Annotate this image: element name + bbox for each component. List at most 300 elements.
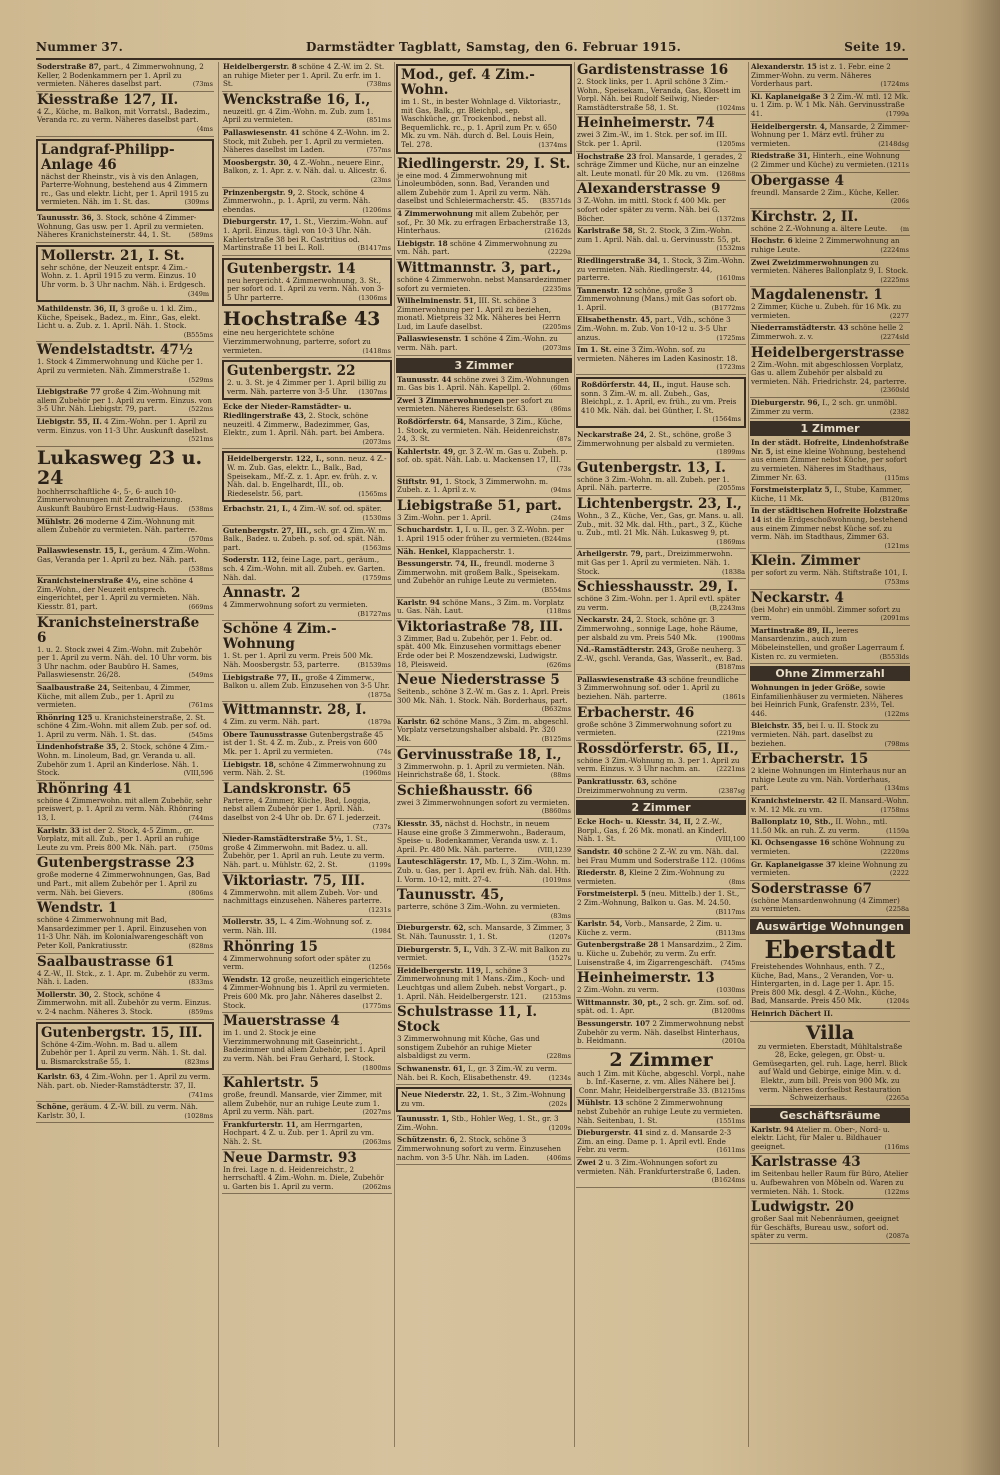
ad-text: 3 große u. 1 kl. Zim., Küche, Speisek., Badez., m. Einr., Gas, elekt. Licht u. a. Zub. z. 1. April. Näh. 1. Stock. bbox=[37, 304, 201, 331]
classified-ad bbox=[222, 873, 392, 918]
ad-text: 4 Zim.-Wohn. per 1. April zu verm. Näh. part. ob. Nieder-Ramstädterstr. 37, II. bbox=[37, 1072, 211, 1090]
ad-title: Lindenhofstraße 35, bbox=[37, 742, 119, 752]
ad-title: Eberstadt bbox=[764, 935, 896, 964]
ad-text: schöne Wohnung zu vermieten. bbox=[751, 838, 905, 856]
ad-title: Wendstr. 1 bbox=[37, 900, 118, 917]
ad-code: (2224ms bbox=[880, 245, 909, 254]
ad-code: (1775ms bbox=[362, 1001, 391, 1010]
ad-title: Dieburgerstr. 96, bbox=[751, 398, 820, 408]
classified-ad bbox=[750, 936, 910, 1009]
ad-code: (798ms bbox=[884, 739, 909, 748]
ad-code: (B113ms bbox=[715, 928, 745, 937]
ad-code: (4ms bbox=[196, 124, 213, 133]
ad-title: Ballonplatz 10, Stb., bbox=[751, 817, 834, 827]
ad-text: 2. Stock links, per 1. April schöne 3 Zim.-Wohn., Speisekam., Veranda, Gas, Klosett im Vorpl. Näh. bei Rudolf Seilwig, Nieder-Ramstädterstraße 58, 1. St. bbox=[577, 77, 741, 112]
ad-code: (1725ms bbox=[716, 333, 745, 342]
classified-ad bbox=[36, 683, 214, 713]
ad-title: Rhönring 41 bbox=[37, 780, 132, 797]
ad-title: Kl. Ochsengasse 16 bbox=[751, 838, 830, 848]
classified-ad bbox=[396, 598, 572, 619]
classified-ad bbox=[36, 213, 214, 243]
ad-code: (B187ms bbox=[715, 663, 745, 672]
ad-title: Taunusstr. 45, bbox=[397, 887, 505, 904]
classified-ad bbox=[396, 498, 572, 526]
ad-text: schöne 4 Zimmerwohn. nebst Mansardezimmer sofort zu vermieten. bbox=[397, 274, 571, 293]
ad-text: ingut. Hause sch. sonn. 3 Zim.-W. m. all. Zubeh., Gas, Bleichpl., z. 1. April, ev. früh., zu vm. Preis 410 Mk. Näh. dal. bei Günther, I. St. bbox=[581, 380, 737, 415]
ad-code: (B125ms bbox=[541, 735, 571, 744]
classified-ad bbox=[396, 672, 572, 717]
ad-code: (24ms bbox=[550, 513, 571, 522]
ad-code: (1879a bbox=[368, 718, 391, 727]
ad-code: (750ms bbox=[188, 843, 213, 852]
ad-text: Kleine 2 Zim.-Wohnung zu vermieten. bbox=[577, 868, 725, 886]
ad-text: II. Mansard.-Wohn. v. M. 12 Mk. zu vm. bbox=[751, 796, 909, 814]
ad-text: schöne helle 2 Zimmerwoh. z. v. bbox=[751, 323, 904, 342]
ad-title: Rhönring 15 bbox=[223, 938, 318, 955]
classified-ad bbox=[396, 547, 572, 560]
ad-text: eine neu hergerichtete schöne Vierzimmerwohnung, parterre, sofort zu vermieten. bbox=[223, 328, 371, 355]
ad-title: Viktoriastr. 75, III. bbox=[223, 872, 365, 889]
ad-text: schöne Mans., 3 Zim. m. abgeschl. Vorplatz versetzungshalber alsbald. Pr. 320 Mk. bbox=[397, 716, 569, 744]
classified-ad bbox=[36, 342, 214, 387]
ad-text: schöne freundliche 3 Zimmerwohnung sof. oder 1. April zu beziehen. Näh. parterre. bbox=[577, 674, 739, 702]
ad-title: Heinrich Dächert II. bbox=[751, 1008, 833, 1018]
ad-text: (bei Mohr) ein unmöbl. Zimmer sofort zu verm. bbox=[751, 604, 901, 623]
ad-text: 3. Stock, schöne 4 Zimmer-Wohnung, Gas usw. per 1. April zu vermieten. Näheres Kranichsteinerstr. 44, 1. St. bbox=[37, 212, 204, 240]
ad-title: Forstmeisterpl. 5 bbox=[577, 889, 647, 899]
classified-ad bbox=[750, 796, 910, 817]
ad-title: Karlstr. 94 bbox=[397, 597, 440, 607]
classified-ad bbox=[576, 152, 746, 182]
classified-ad bbox=[36, 954, 214, 990]
ad-title: Heinheimerstr. 13 bbox=[577, 970, 715, 987]
ad-title: Wittmannstr. 30, pt., bbox=[577, 997, 661, 1007]
ad-text: schöne 3 Zim.-Wohnung m. 3. per 1. April zu verm. Einzus. v. 3 Uhr nachm. an. bbox=[577, 755, 740, 774]
ad-title: Liebigstraße 77 bbox=[37, 387, 101, 397]
ad-text: zwei 3 Zimmerwohnungen sofort zu vermieten. bbox=[397, 797, 570, 807]
ad-title: Liebigstraße 51, part. bbox=[397, 497, 562, 514]
ad-title: Kiesstr. 35, bbox=[397, 819, 443, 829]
classified-ad bbox=[396, 375, 572, 396]
ad-code: (121ms bbox=[884, 541, 909, 550]
ad-code: (2205ms bbox=[542, 322, 571, 331]
ad-text: gr. 3 Z.-W. m. Gas u. Zubeh. p. sof. ob. spät. Näh. Lab. u. Mackensen 17, III. bbox=[397, 446, 568, 465]
ad-code: (1564ms bbox=[712, 415, 741, 424]
ad-code: (1024ms bbox=[716, 103, 745, 112]
ad-text: parterre, schöne 3 Zim.-Wohn. zu vermieten. bbox=[397, 902, 561, 912]
ad-text: schöne 2 Zimmerwohnung nebst Zubehör an ruhige Leute zu vermieten. Näh. Seitenbau, 1. St. bbox=[577, 1098, 743, 1125]
ad-code: (745ms bbox=[720, 958, 745, 967]
classified-ad bbox=[576, 1158, 746, 1188]
ad-title: Wohnungen in jeder Größe, bbox=[751, 683, 863, 693]
ad-code: (1875a bbox=[368, 690, 391, 699]
ad-code: (2087a bbox=[886, 1232, 909, 1241]
ad-text: 4 Zimmerwohnung sofort oder später zu verm. bbox=[223, 953, 371, 972]
ad-code: (2229a bbox=[548, 248, 571, 257]
column-divider bbox=[394, 62, 395, 1447]
ad-code: (1207s bbox=[548, 932, 571, 941]
ad-title: Riederstr. 8, bbox=[577, 868, 627, 878]
ad-code: (1159a bbox=[886, 826, 909, 835]
ad-text: 3 Zimmer, Bad u. Zubehör, per 1. Febr. od. spät. 400 Mk. Einzusehen vormittags ebener Erde oder bei P. Moszendzewski, Ludwigstr. 18, Pleisweid. bbox=[397, 633, 561, 669]
ad-title: Schulstrasse 11, I. Stock bbox=[397, 1004, 538, 1036]
ad-code: (116ms bbox=[884, 1142, 909, 1151]
ad-code: (2148dsg bbox=[878, 139, 909, 148]
classified-ad bbox=[750, 838, 910, 859]
classified-ad bbox=[750, 485, 910, 506]
ad-title: Neue Niederstrasse 5 bbox=[397, 672, 560, 689]
ad-text: Große neuherg. 3 Z.-W., gschl. Veranda, Gas, Wasserlt., ev. Bad. bbox=[577, 645, 743, 663]
classified-ad bbox=[750, 173, 910, 209]
ad-title: Taunusstr. 1, bbox=[397, 1114, 450, 1124]
ad-text: Hinterh., eine Wohnung (2 Zimmer und Küche) zu vermieten. bbox=[751, 151, 900, 169]
ad-code: (B553lds bbox=[879, 652, 909, 661]
ad-code: (B,2243ms bbox=[709, 603, 745, 612]
column-divider bbox=[218, 62, 219, 1447]
ad-code: (122ms bbox=[884, 1187, 909, 1196]
ad-code: (669ms bbox=[188, 602, 213, 611]
ad-text: im 1. und 2. Stock je eine Vierzimmerwohnung mit Gaseinricht., Badezimmer und allem Zubehör, per 1. April zu verm. Näh. bei Frau Gerhard, I. Stock. bbox=[223, 1028, 386, 1063]
ad-title: Heinheimerstr. 74 bbox=[577, 115, 715, 132]
ad-text: I. u. II., ger. 3 Z.-Wohn. per 1. April 1915 oder früher zu vermieten. bbox=[397, 525, 564, 543]
classified-ad bbox=[576, 579, 746, 615]
ad-title: Magdalenenstr. 1 bbox=[751, 287, 883, 304]
ad-code: (2387sg bbox=[718, 786, 745, 795]
ad-code: (2062ms bbox=[362, 1182, 391, 1191]
ad-code: (B1539ms bbox=[357, 660, 391, 669]
ad-title: Heidelbergerstrasse bbox=[751, 344, 905, 361]
ad-title: Riedstraße 31, bbox=[751, 151, 811, 161]
classified-ad bbox=[576, 868, 746, 889]
ad-text: ist der 2. Stock, 4-5 Zimm., gr. Vorplatz, mit all. Zub., per 1. April an ruhige Leute zu vm. Preis 800 Mk. Näh. part. bbox=[37, 825, 200, 852]
classified-ad bbox=[576, 256, 746, 286]
ad-code: (122ms bbox=[884, 709, 909, 718]
ad-text: 1. Stock 4 Zimmerwohnung und Küche per 1. April zu vermieten. Näh. Zimmerstraße 1. bbox=[37, 357, 203, 376]
ad-text: hochherrschaftliche 4-, 5-, 6- auch 10-Zimmerwohnungen mit Zentralheizung. Auskunft Baubüro Ernst-Ludwig-Haus. bbox=[37, 486, 183, 513]
ad-title: Schuchardstr. 1, bbox=[397, 525, 464, 535]
classified-ad bbox=[222, 1013, 392, 1075]
ad-title: Erbacherstr. 46 bbox=[577, 704, 695, 721]
ad-code: (1799a bbox=[886, 109, 909, 118]
classified-ad bbox=[576, 286, 746, 316]
classified-ad bbox=[396, 417, 572, 447]
ad-code: (1565ms bbox=[358, 489, 387, 498]
ad-title: Neckarstr. 24, bbox=[577, 615, 634, 625]
ad-text: freundl. moderne 3 Zimmerwohn. mit großem Balk., Speisekam. und Zubehör an ruhige Leute zu vermieten. bbox=[397, 559, 560, 586]
ad-text: per sofort zu vermieten. Näheres Riedeselstr. 63. bbox=[397, 395, 553, 414]
ad-code: (833ms bbox=[188, 978, 213, 987]
ad-code: (741ms bbox=[188, 1090, 213, 1099]
ad-code: (B117ms bbox=[715, 907, 745, 916]
ad-title: Gr. Kaplaneigasse 37 bbox=[751, 859, 836, 869]
classified-ad bbox=[396, 717, 572, 747]
ad-title: Viktoriastraße 78, III. bbox=[397, 618, 564, 635]
ad-title: Gutenbergstr. 15, III. bbox=[41, 1024, 203, 1041]
classified-ad bbox=[396, 334, 572, 355]
classified-ad bbox=[750, 683, 910, 721]
ad-title: Gutenbergstr. 13, I. bbox=[577, 459, 726, 476]
ad-code: (1899ms bbox=[716, 448, 745, 457]
ad-code: (1527s bbox=[548, 954, 571, 963]
ad-text: schöne 4 Zim.-Wohn. zu verm. Näh. part. bbox=[397, 334, 558, 353]
ad-text: am Herrngarten, Hochpart. 4 Z. u. Zub. per 1. April zu vm. Näh. 2. St. bbox=[223, 1119, 375, 1147]
ad-text: 4 Zim. zu verm. Näh. part. bbox=[223, 717, 320, 727]
ad-code: (2073ms bbox=[362, 437, 391, 446]
ad-text: 2. u. 3. St. je 4 Zimmer per 1. April billig zu verm. Näh. parterre von 3-5 Uhr. bbox=[227, 378, 387, 396]
ad-text: 2. Stock, schöne 4 Zim.-Wohn. m. Linoleum, Bad, gr. Veranda u. all. Zubehör zum 1. April an Kinderlose. Näh. 1. Stock. bbox=[37, 742, 209, 778]
ad-text: 2 Zimmerwohnung nebst Zubehör zu verm. Näh. daselbst Hinterhaus, b. Heidmann. bbox=[577, 1018, 744, 1046]
ad-title: Alexanderstr. 15 bbox=[751, 62, 817, 71]
column-3 bbox=[396, 62, 572, 1447]
ad-title: Gervinusstraße 18, I., bbox=[397, 746, 562, 763]
classified-ad bbox=[222, 1075, 392, 1120]
ad-text: nächst d. Hochstr., in neuem Hause eine große 3 Zimmerwohn., Baderaum, Speise- u. Bodenkammer, Veranda usw. z. 1. April. Pr. 480 Mk. Näh. parterre. bbox=[397, 819, 566, 854]
ad-text: schöne 4 Zimmerwohn. mit allem Zubehör, sehr preiswert, p. 1. April zu verm. Näh. Rhönring 13, I. bbox=[37, 795, 212, 823]
classified-ad bbox=[576, 675, 746, 705]
ad-code: (1610ms bbox=[716, 274, 745, 283]
ad-title: Wendelstadtstr. 47½ bbox=[37, 342, 193, 359]
classified-ad bbox=[576, 430, 746, 460]
classified-ad bbox=[750, 1125, 910, 1155]
classified-ad bbox=[576, 1019, 746, 1049]
classified-ad bbox=[750, 209, 910, 237]
ad-title: Schöne 4 Zim.-Wohnung bbox=[223, 621, 337, 653]
classified-ad bbox=[576, 460, 746, 496]
ad-text: schöne 4 Zimmerwohnung mit Bad, Mansardezimmer per 1. April. Einzusehen von 11-3 Uhr. Näh. im Kolonialwarengeschäft von Peter Koll, Pankratiusstr. bbox=[37, 915, 207, 950]
classified-ad bbox=[36, 855, 214, 900]
classified-ad bbox=[396, 887, 572, 923]
ad-title: Gutenbergstr. 22 bbox=[227, 363, 356, 380]
ad-code: (549ms bbox=[188, 671, 213, 680]
ad-title: Wilhelminenstr. 51, bbox=[397, 296, 477, 306]
ad-code: (B860ms bbox=[541, 807, 571, 816]
page-number: Seite 19. bbox=[844, 40, 906, 54]
ad-title: Obergasse 4 bbox=[751, 172, 844, 189]
ad-title: Wittmannstr. 28, I. bbox=[223, 702, 367, 719]
classified-ad bbox=[36, 62, 214, 92]
classified-ad bbox=[750, 287, 910, 323]
classified-ad bbox=[222, 834, 392, 872]
ad-title: Prinzenbergstr. 9, bbox=[223, 187, 296, 197]
classified-ad bbox=[750, 590, 910, 626]
classified-ad bbox=[36, 245, 214, 302]
ad-code: (753ms bbox=[884, 577, 909, 586]
classified-ad bbox=[576, 705, 746, 741]
ad-code: (115ms bbox=[884, 473, 909, 482]
ad-text: großer Saal mit Nebenräumen, geeignet für Geschäfts, Bureau usw., sofort od. später zu verm. bbox=[751, 1214, 899, 1241]
classified-ad bbox=[576, 741, 746, 777]
ad-code: (859ms bbox=[188, 1007, 213, 1016]
ad-text: ist eine kleine Wohnung, bestehend aus einem Zimmer nebst Küche, per sofort zu vermieten. Näheres im Stadthaus, Zimmer Nr. 63. bbox=[751, 446, 907, 482]
classified-ad bbox=[576, 998, 746, 1019]
classified-ad bbox=[576, 62, 746, 115]
classified-ad bbox=[222, 128, 392, 158]
ad-title: Zwei Zweizimmerwohnungen bbox=[751, 257, 869, 267]
classified-ad bbox=[222, 585, 392, 621]
ad-title: Ecke Hoch- u. Kiesstr. 34, II, bbox=[577, 817, 694, 827]
section-header: 1 Zimmer bbox=[750, 421, 910, 436]
classified-ad bbox=[750, 236, 910, 257]
classified-ad bbox=[222, 730, 392, 760]
ad-title: Heidelbergerstr. 8 bbox=[223, 62, 297, 71]
ad-text: (neu. Mittelb.) der 1. St., 2 Zim.-Wohnung, Balkon u. Gas. M. 24.50. bbox=[577, 889, 740, 907]
ad-text: 2. Stock, schöne 4 Zimmerwohn. mit all. Zubehör zu verm. Einzus. v. 2-4 nachm. Näheres 3. Stock. bbox=[37, 989, 212, 1016]
ad-title: In der städtischen Hofreite Holzstraße 14 bbox=[751, 506, 908, 524]
ad-text: schöne 4 Zimmerwohnung zu vm. Näh. part. bbox=[397, 238, 558, 257]
ad-title: Saalbaustrasse 61 bbox=[37, 953, 175, 970]
ad-text: schöne, große 3 Zimmerwohnung (Mans.) mit Gas sofort ob. 1. April. bbox=[577, 285, 737, 312]
ad-text: zu vermieten. Eberstadt, Mühltalstraße 28, Ecke, gelegen, gr. Obst- u. Gemüsegarten, gel. ruh. Lage, herrl. Blick auf Wald und Gebirge, einige Min. v. d. Elektr., zum bill. Preis von 900 Mk. zu verm. Näheres dorfselbst Restauration Schweizerhaus. bbox=[752, 1041, 908, 1103]
ad-text: schöne 2 Z.-Wohnung a. ältere Leute. bbox=[751, 223, 888, 233]
ad-code: (B1200ms bbox=[711, 1007, 745, 1016]
ad-code: (1723ms bbox=[716, 363, 745, 372]
ad-code: (1307ms bbox=[358, 387, 387, 396]
ad-text: I., schöne 3 Zimmerwohnung mit 1 Mans.-Zim., Koch- und Leuchtgas und allem Zubeh. nebst Vorgart., p. 1. April. Näh. Heidelbergerstr. 121. bbox=[397, 965, 567, 1001]
ad-title: Kahlertstr. 5 bbox=[223, 1075, 319, 1092]
ad-code: (B555ms bbox=[183, 330, 213, 339]
classified-ad bbox=[222, 258, 392, 307]
ad-text: 4 Zim.-W. sof. od. später. bbox=[292, 504, 382, 514]
ad-title: Kirchstr. 2, II. bbox=[751, 208, 859, 225]
classified-ad bbox=[396, 477, 572, 498]
ad-code: (228ms bbox=[546, 1052, 571, 1061]
ad-text: 2 Zimmer, Küche u. Zubeh. für 16 Mk. zu vermieten. bbox=[751, 302, 902, 320]
ad-code: (94ms bbox=[550, 486, 571, 495]
ad-text: 1 Mansardzim., 2 Zim. u. Küche u. Zubehör, zu verm. Zu erfr. Luisenstraße 4, im Zigarrengeschäft. bbox=[577, 940, 743, 967]
classified-ad bbox=[750, 258, 910, 288]
classified-ad bbox=[576, 817, 746, 847]
classified-ad bbox=[36, 387, 214, 417]
ad-title: Lauteschlägerstr. 17, bbox=[397, 857, 483, 867]
ad-text: Seitenbau, 4 Zimmer, Küche, mit allem Zub., per 1. April zu vermieten. bbox=[37, 682, 191, 710]
ad-text: part., Vdh., schöne 3 Zim.-Wohn. m. Zub. Von 10-12 u. 3-5 Uhr anzus. bbox=[577, 315, 731, 342]
ad-text: Atelier m. Ober-, Nord- u. elektr. Licht, für Maler u. Bildhauer geeignet. bbox=[751, 1124, 890, 1151]
classified-ad bbox=[750, 1199, 910, 1244]
ad-title: Ludwigstr. 20 bbox=[751, 1199, 854, 1216]
ad-title: Sandstr. 40 bbox=[577, 847, 623, 856]
ad-code: (1758ms bbox=[880, 805, 909, 814]
ad-text: sch. Mansarde, 3 Zimmer, 3 St. Näh. Taunusstr. 1, 1. St. bbox=[397, 923, 571, 941]
ad-title: Stiftstr. 91, bbox=[397, 476, 443, 486]
classified-ad bbox=[576, 496, 746, 549]
ad-text: 1. St., Vierzim.-Wohn. auf 1. April. Einzus. tägl. von 10-3 Uhr. Näh. Kahlertstraße 38 bei R. Castritius od. Martinstraße 11 bei L. Roll. bbox=[223, 217, 387, 253]
classified-ad bbox=[36, 92, 214, 137]
ad-title: Riedlingerstraße 34, bbox=[577, 255, 661, 265]
classified-ad bbox=[36, 713, 214, 743]
section-header: Ohne Zimmerzahl bbox=[750, 666, 910, 681]
ad-code: (2360sld bbox=[880, 386, 909, 395]
ad-code: (1306ms bbox=[358, 293, 387, 302]
classified-ad bbox=[36, 742, 214, 780]
section-header: Geschäftsräume bbox=[750, 1108, 910, 1123]
classified-ad bbox=[750, 398, 910, 419]
ad-text: schöne Mans., 3 Zim. m. Vorplatz u. Gas. Näh. Laut. bbox=[397, 597, 564, 616]
ad-text: III. St. schöne 3 Zimmerwohnung per 1. April zu beziehen, monatl. Mietpreis 32 Mk. Näheres bei Herrn Lud, im Laufe daselbst. bbox=[397, 296, 561, 331]
ad-title: Heidelbergerstr. 4, bbox=[751, 121, 828, 131]
ad-title: Nd.-Ramstädterstr. 243, bbox=[577, 645, 675, 655]
classified-ad bbox=[396, 156, 572, 209]
ad-text: part., Dreizimmerwohn. mit Gas per 1. April zu vermieten. Näh. 1. Stock. bbox=[577, 549, 733, 576]
ad-code: (1030ms bbox=[716, 986, 745, 995]
ad-text: leeres Mansardenzim., auch zum Möbeleinstellen, und großer Lagerraum f. Kisten rc. zu vermieten. bbox=[751, 625, 905, 661]
classified-ad bbox=[222, 975, 392, 1013]
ad-title: Kranichsteinerstr. 42 bbox=[751, 796, 838, 806]
ad-code: (B3571ds bbox=[539, 197, 571, 206]
ad-code: (2277 bbox=[889, 311, 909, 320]
classified-ad bbox=[396, 209, 572, 239]
ad-text: sind z. d. Mansarde 2-3 Zim. an eing. Dame p. 1. April evtl. Ende Febr. zu verm. bbox=[577, 1128, 732, 1155]
ad-title: Erbachstr. 21, I., bbox=[223, 504, 291, 514]
ad-text: große 4 Zimmerw., Balkon u. allem Zub. Einzusehen von 3-5 Uhr. bbox=[223, 672, 390, 691]
ad-code: (1563ms bbox=[362, 543, 391, 552]
ad-code: (522ms bbox=[188, 405, 213, 414]
ad-code: (B632ms bbox=[541, 705, 571, 714]
ad-code: (1209s bbox=[548, 1123, 571, 1132]
classified-ad bbox=[396, 923, 572, 944]
ad-code: (744ms bbox=[188, 814, 213, 823]
ad-code: (2222 bbox=[889, 869, 909, 878]
ad-text: 1. Stock, 3 Zimmerwohn. m. Zubeh. z. 1. April z. v. bbox=[397, 476, 549, 495]
classified-ad bbox=[576, 115, 746, 151]
ad-text: Wohn., 3 Z., Küche, Ver., Gas, gr. Mans. u. all. Zub., mit. 32 Mk. dal. Hth., part., 3 Z., Küche u. Zub., mtl. 21 Mk. Näh. Lukasweg 9, pt. bbox=[577, 510, 744, 538]
ad-code: (545ms bbox=[188, 730, 213, 739]
ad-title: Lukasweg 23 u. 24 bbox=[37, 446, 203, 489]
classified-ad bbox=[222, 92, 392, 128]
classified-ad bbox=[576, 345, 746, 375]
ad-code: (738ms bbox=[366, 80, 391, 89]
ad-title: Moosbergstr. 30, bbox=[223, 157, 292, 167]
ad-code: (2063ms bbox=[362, 1138, 391, 1147]
ad-code: (2221ms bbox=[716, 765, 745, 774]
ad-code: (2153ms bbox=[542, 992, 571, 1001]
ad-text: 4 Zimmerwohn. mit allem Zubeh. Vor- und nachmittags einzusehen. Näheres parterre. bbox=[223, 887, 382, 906]
ad-title: Wendstr. 12 bbox=[223, 974, 271, 984]
ad-title: Pallaswiesenstraße 43 bbox=[577, 674, 667, 684]
ad-title: Pankratiusstr. 63, bbox=[577, 777, 649, 787]
ad-text: 2. Stock, schöne 4 Zimmerwohn., p. 1. April, zu verm. Näh. ebendas. bbox=[223, 187, 371, 214]
ad-title: Mod., gef. 4 Zim.-Wohn. bbox=[401, 67, 535, 98]
ad-text: 4 Zim.-Wohn. per 1. April zu verm. Einzus. von 11-3 Uhr. Auskunft daselbst. bbox=[37, 417, 209, 435]
ad-title: Taunusstr. 36, bbox=[37, 212, 95, 222]
ad-code: (2073ms bbox=[542, 344, 571, 353]
ad-text: 1. Stock, 3 Zim.-Wohn. zu vermieten. Näh. Riedlingerstr. 44, parterre. bbox=[577, 255, 745, 283]
ad-code: (1231s bbox=[368, 905, 391, 914]
ad-code: (2162ds bbox=[544, 227, 571, 236]
ad-text: 1. St. per 1. April zu verm. Preis 500 Mk. Näh. Moosbergstr. 53, parterre. bbox=[223, 651, 373, 669]
ad-code: (1418ms bbox=[362, 346, 391, 355]
classified-ad bbox=[750, 1009, 910, 1022]
ad-code: (60ms bbox=[550, 384, 571, 393]
classified-ad bbox=[36, 826, 214, 856]
classified-ad bbox=[222, 917, 392, 938]
ad-text: 1. St., große 4 Zimmerwohn. mit Badez. u. all. Zubehör, per 1. April an ruh. Leute zu verm. Näh. part. u. Mühlstr. 62, 2. St. bbox=[223, 834, 385, 869]
column-4 bbox=[576, 62, 746, 1447]
classified-ad bbox=[750, 1022, 910, 1106]
ad-title: Karlstraße 58, bbox=[577, 226, 636, 236]
ad-code: (m bbox=[900, 224, 909, 233]
classified-ad bbox=[396, 857, 572, 887]
ad-text: schöne 4 Zimmerwohnung zu verm. Näh. 2. St. bbox=[223, 759, 387, 778]
ad-text: große 4 Zim.-Wohnung mit allem Zubehör per 1. April zu verm. Einzus. von 3-5 Uhr. Näh. Liebigstr. 79, part. bbox=[37, 387, 212, 414]
ad-text: schöne zwei 3 Zim.-Wohnungen m. Gas bis 1. April. Näh. Kapellpl. 2. bbox=[397, 374, 569, 393]
ad-code: (106ms bbox=[720, 856, 745, 865]
ad-title: Schießhausstr. 66 bbox=[397, 782, 533, 799]
ad-code: (1256s bbox=[368, 963, 391, 972]
ad-code: (1800ms bbox=[362, 1063, 391, 1072]
ad-title: Erbacherstr. 15 bbox=[751, 751, 869, 768]
classified-ad bbox=[222, 217, 392, 255]
section-header: 3 Zimmer bbox=[396, 358, 572, 373]
